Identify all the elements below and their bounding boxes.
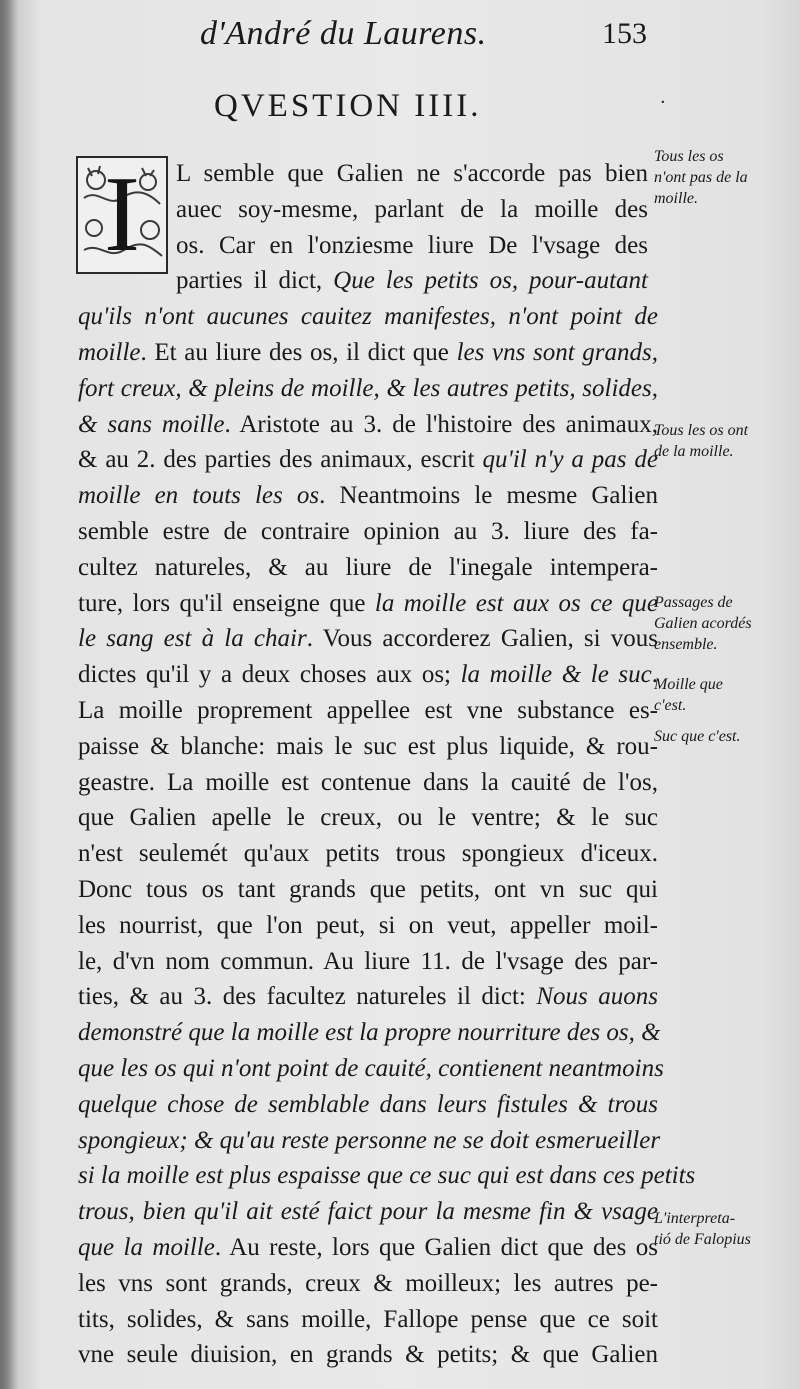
gutter-shadow bbox=[0, 0, 18, 1389]
question-title: QVESTION IIII. bbox=[214, 88, 482, 124]
margin-note-line: Tous les os bbox=[654, 148, 724, 165]
text-run: geastre. La moille est contenue dans la cauité de l'os, bbox=[78, 768, 658, 796]
italic-quote: la moille est aux os ce que bbox=[374, 589, 658, 617]
text-run: dictes qu'il y a deux choses aux os; bbox=[78, 661, 461, 689]
stray-mark: · bbox=[660, 92, 666, 113]
text-run: paisse & blanche: mais le suc est plus liquide, & rou- bbox=[78, 732, 658, 760]
margin-note-line: Suc que c'est. bbox=[654, 728, 741, 745]
text-run: & au 2. des parties des animaux, escrit bbox=[78, 446, 483, 474]
text-line bbox=[78, 729, 658, 765]
text-run: le, d'vn nom commun. Au liure 11. de l'vsage des par- bbox=[78, 947, 658, 975]
text-line bbox=[78, 550, 658, 586]
margin-note-line: Galien acordés bbox=[654, 615, 752, 632]
text-run: . Et au liure des os, il dict que bbox=[140, 339, 457, 366]
text-line bbox=[78, 1087, 658, 1123]
text-line bbox=[78, 979, 658, 1015]
text-line bbox=[78, 1230, 658, 1266]
margin-note bbox=[654, 726, 794, 747]
text-run: L semble que Galien ne s'accorde pas bien bbox=[176, 160, 648, 187]
text-run: les vns sont grands, creux & moilleux; les autres pe- bbox=[78, 1269, 658, 1297]
italic-quote: si la moille est plus espaisse que ce suc qui est dans ces petits bbox=[78, 1162, 696, 1190]
text-run: n'est seulemét qu'aux petits trous spongieux d'iceux. bbox=[78, 840, 658, 868]
ornamental-drop-initial bbox=[76, 156, 168, 274]
italic-quote: demonstré que la moille est la propre nourriture des os, & bbox=[78, 1019, 661, 1047]
text-line bbox=[78, 1302, 658, 1338]
text-line bbox=[78, 1194, 658, 1230]
running-head: d'André du Laurens. bbox=[200, 15, 487, 52]
text-line bbox=[78, 765, 658, 801]
margin-note-line: n'ont pas de la bbox=[654, 169, 748, 186]
text-line bbox=[78, 1051, 664, 1087]
text-run: tits, solides, & sans moille, Fallope pense que ce soit bbox=[78, 1305, 658, 1333]
italic-quote: & sans moille bbox=[78, 410, 225, 438]
margin-note bbox=[654, 420, 794, 462]
italic-quote: que les os qui n'ont point de cauité, contienent neantmoins bbox=[78, 1055, 664, 1082]
text-line bbox=[78, 335, 658, 371]
text-line bbox=[78, 800, 658, 836]
text-line bbox=[78, 908, 658, 944]
text-line bbox=[78, 371, 658, 407]
text-run: . Aristote au 3. de l'histoire des animaux, bbox=[224, 410, 658, 438]
margin-note-line: de la moille. bbox=[654, 443, 734, 460]
text-line bbox=[78, 836, 658, 872]
italic-quote: la moille & le suc bbox=[460, 661, 652, 689]
text-run: les nourrist, que l'on peut, si on veut, appeller moil- bbox=[78, 911, 658, 939]
text-line bbox=[78, 1123, 661, 1159]
italic-quote: que la moille bbox=[78, 1234, 215, 1261]
text-run: semble estre de contraire opinion au 3. liure des fa- bbox=[78, 518, 658, 545]
margin-note bbox=[654, 592, 794, 655]
text-line bbox=[78, 621, 658, 657]
text-line bbox=[78, 872, 658, 908]
page-number: 153 bbox=[602, 17, 647, 50]
italic-quote: Nous auons bbox=[536, 983, 658, 1011]
italic-quote: Que les petits os, pour-autant bbox=[333, 267, 648, 295]
margin-note-line: c'est. bbox=[654, 697, 687, 714]
text-line bbox=[176, 156, 648, 192]
italic-quote: spongieux; & qu'au reste personne ne se doit esmerueiller bbox=[78, 1126, 661, 1154]
text-run: . Au reste, lors que Galien dict que des os bbox=[214, 1234, 658, 1261]
text-line bbox=[78, 586, 658, 622]
italic-quote: moille bbox=[78, 339, 141, 366]
text-run: vne seule diuision, en grands & petits; & que Galien bbox=[78, 1341, 658, 1369]
text-line bbox=[78, 693, 658, 729]
text-run: parties il dict, bbox=[176, 267, 334, 295]
text-line bbox=[78, 1158, 696, 1194]
text-line bbox=[176, 192, 648, 228]
italic-quote: les vns sont grands, bbox=[456, 339, 659, 366]
margin-note-line: Moille que bbox=[654, 676, 723, 693]
margin-note-line: Passages de bbox=[654, 594, 733, 611]
text-line bbox=[78, 442, 658, 478]
text-line bbox=[78, 299, 658, 335]
text-run: ture, lors qu'il enseigne que bbox=[78, 589, 375, 617]
text-line bbox=[78, 944, 658, 980]
text-line bbox=[78, 1266, 658, 1302]
text-line bbox=[78, 407, 658, 443]
margin-note-line: L'interpreta- bbox=[654, 1210, 736, 1227]
italic-quote: moille en touts les os bbox=[78, 482, 320, 510]
text-line bbox=[78, 657, 658, 693]
text-run: Donc tous os tant grands que petits, ont vn suc qui bbox=[78, 876, 658, 903]
margin-note-line: moille. bbox=[654, 190, 698, 207]
margin-note bbox=[654, 146, 794, 209]
italic-quote: le sang est à la chair bbox=[78, 625, 307, 653]
margin-note bbox=[654, 674, 794, 716]
margin-note bbox=[654, 1208, 794, 1250]
text-line bbox=[78, 514, 658, 550]
text-run: os. Car en l'onziesme liure De l'vsage des bbox=[176, 231, 648, 259]
italic-quote: quelque chose de semblable dans leurs fistules & trous bbox=[78, 1090, 658, 1118]
text-run: . bbox=[651, 661, 658, 689]
italic-quote: qu'il n'y a pas de bbox=[482, 446, 658, 474]
text-run: que Galien apelle le creux, ou le ventre; & le suc bbox=[78, 804, 658, 832]
drop-initial-letter: I bbox=[104, 155, 140, 274]
italic-quote: trous, bien qu'il ait esté faict pour la mesme fin & vsage bbox=[78, 1198, 658, 1226]
margin-note-line: tió de Falopius bbox=[654, 1231, 751, 1248]
text-run: auec soy-mesme, parlant de la moille des bbox=[176, 195, 648, 223]
italic-quote: qu'ils n'ont aucunes cauitez manifestes, n'ont point de bbox=[78, 303, 658, 331]
text-line bbox=[78, 1015, 661, 1051]
italic-quote: fort creux, & pleins de moille, & les autres petits, solides, bbox=[78, 374, 658, 402]
text-run: La moille proprement appellee est vne substance es- bbox=[78, 697, 658, 724]
text-run: cultez natureles, & au liure de l'inegale intempera- bbox=[78, 553, 658, 581]
text-line bbox=[176, 228, 648, 264]
text-run: . Vous accorderez Galien, si vous bbox=[306, 625, 658, 653]
text-line bbox=[78, 478, 658, 514]
text-line bbox=[176, 263, 648, 299]
margin-note-line: ensemble. bbox=[654, 636, 718, 653]
text-line bbox=[78, 1337, 658, 1373]
text-run: ties, & au 3. des facultez natureles il dict: bbox=[78, 983, 537, 1011]
margin-note-line: Tous les os ont bbox=[654, 422, 749, 439]
text-run: . Neantmoins le mesme Galien bbox=[319, 482, 658, 510]
